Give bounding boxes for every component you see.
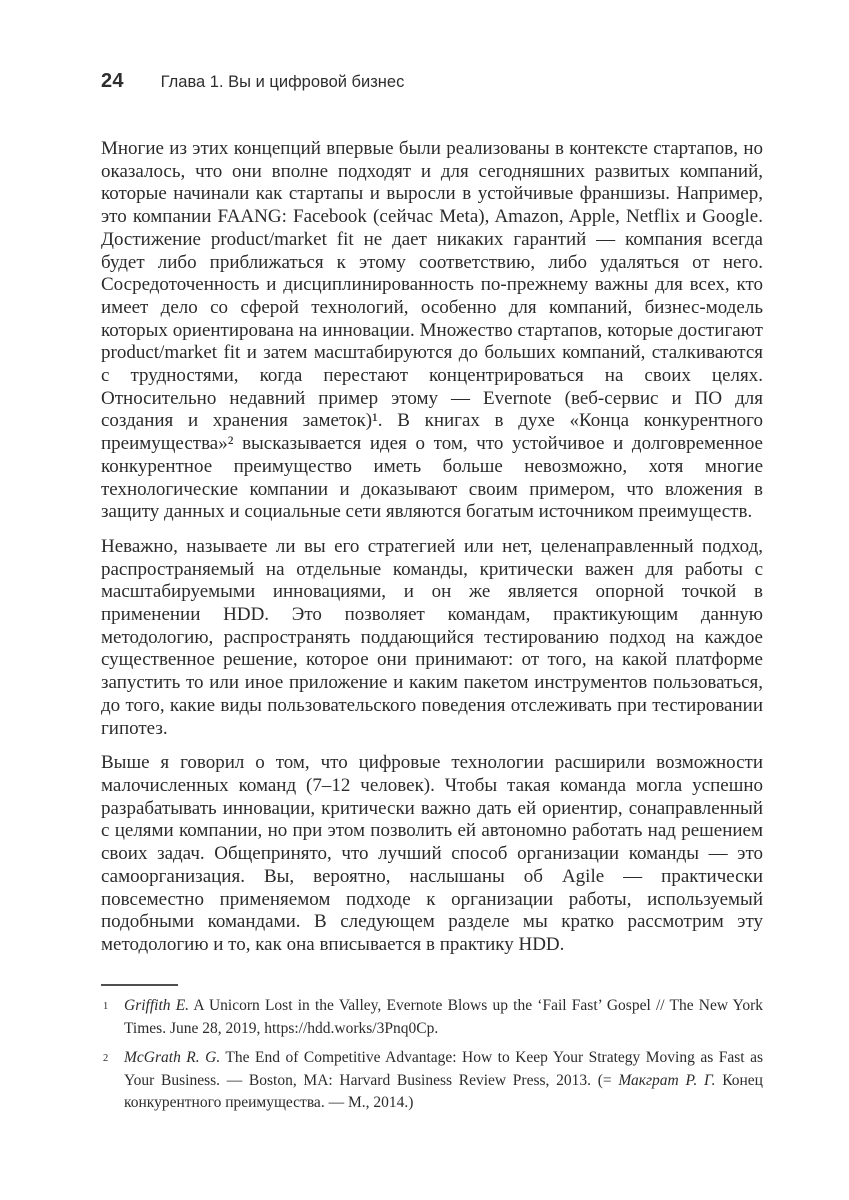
footnote-2-marker: 2 bbox=[103, 1053, 109, 1064]
page-number: 24 bbox=[101, 70, 124, 92]
footnote-1-marker: 1 bbox=[103, 1001, 109, 1012]
footnote-2-text-2: Конец конкурентного преимущества. — М., 2014.) bbox=[124, 1071, 763, 1111]
footnote-2 bbox=[101, 1047, 763, 1115]
footnote-divider bbox=[101, 984, 178, 986]
footnote-2-text: The End of Competitive Advantage: How to Keep Your Strategy Moving as Fast as Your Business. — Boston, MA: Harvard Business Review Press, 2013. (= bbox=[124, 1049, 763, 1089]
body-text bbox=[101, 138, 763, 969]
footnotes-section bbox=[101, 984, 763, 1122]
paragraph-2: Неважно, называете ли вы его стратегией или нет, целенаправленный подход, распространяемый на отдельные команды, критически важен для работы с масштабируемыми инновациями, и он же является опорной точкой в применении HDD. Это позволяет командам, практикующим данную методологию, распространять поддающийся тестированию подход на каждое существенное решение, которое они принимают: от того, на какой платформе запустить то или иное приложение и каким пакетом инструментов пользоваться, до того, какие виды пользовательского поведения отслеживать при тестировании гипотез. bbox=[101, 535, 763, 739]
footnote-1-text: A Unicorn Lost in the Valley, Evernote Blows up the ‘Fail Fast’ Gospel // The New York Times. June 28, 2019, https://hdd.works/3Pnq0Cp. bbox=[124, 997, 763, 1037]
running-title: Глава 1. Вы и цифровой бизнес bbox=[160, 73, 405, 91]
footnote-1-author: Griffith E. bbox=[124, 997, 190, 1014]
footnote-2-author-ru: Макграт Р. Г. bbox=[618, 1071, 716, 1089]
footnote-1 bbox=[101, 995, 763, 1040]
running-head bbox=[101, 70, 404, 93]
paragraph-3: Выше я говорил о том, что цифровые технологии расширили возможности малочисленных команд (7–12 человек). Чтобы такая команда могла успешно разрабатывать инновации, критически важно дать ей ориентир, сонаправленный с целями компании, но при этом позволить ей автономно работать над решением своих задач. Общепринято, что лучший способ организации команды — это самоорганизация. Вы, вероятно, наслышаны об Agile — практически повсеместно применяемом подходе к организации работы, используемый подобными командами. В следующем разделе мы кратко рассмотрим эту методологию и то, как она вписывается в практику HDD. bbox=[101, 752, 763, 955]
paragraph-1: Многие из этих концепций впервые были реализованы в контексте стартапов, но оказалось, что они вполне подходят и для сегодняшних развитых компаний, которые начинали как стартапы и выросли в устойчивые франшизы. Например, это компании FAANG: Facebook (сейчас Meta), Amazon, Apple, Netflix и Google. Достижение product/market fit не дает никаких гарантий — компания всегда будет либо приближаться к этому соответствию, либо удаляться от него. Сосредоточенность и дисциплинированность по-прежнему важны для всех, кто имеет дело со сферой технологий, особенно для компаний, бизнес-модель которых ориентирована на инновации. Множество стартапов, которые достигают product/market fit и затем масштабируются до больших компаний, сталкиваются с трудностями, когда перестают концентрироваться на своих целях. Относительно недавний пример этому — Evernote (веб-сервис и ПО для создания и хранения заметок)¹. В книгах в духе «Конца конкурентного преимущества»² высказывается идея о том, что устойчивое и долговременное конкурентное преимущество иметь больше невозможно, хотя многие технологические компании и доказывают своим примером, что вложения в защиту данных и социальные сети являются богатым источником преимуществ. bbox=[101, 138, 763, 523]
footnote-2-author: McGrath R. G. bbox=[124, 1049, 221, 1066]
